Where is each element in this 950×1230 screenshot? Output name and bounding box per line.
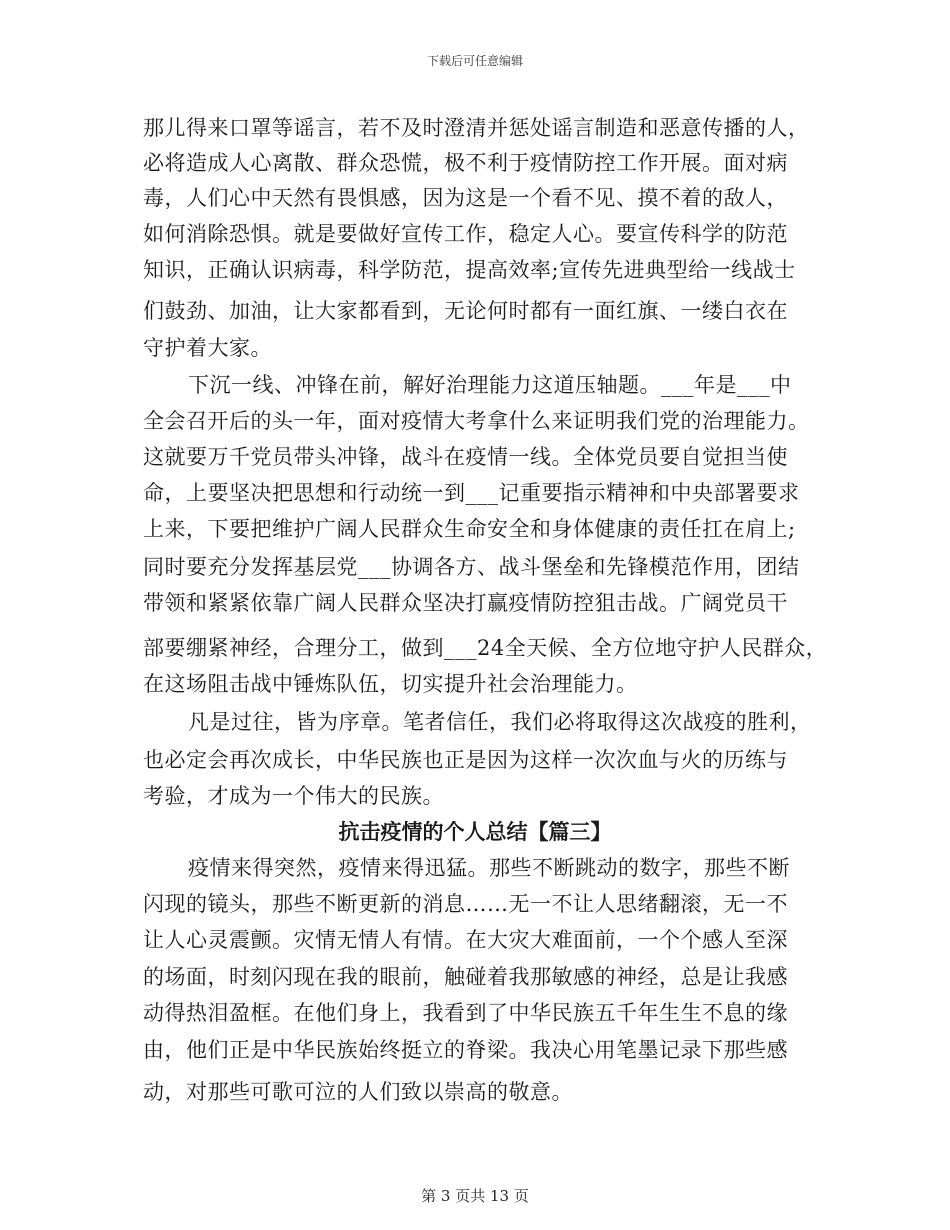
text-line: 在这场阻击战中锤炼队伍，切实提升社会治理能力。	[143, 672, 638, 696]
text-line: 带领和紧紧依靠广阔人民群众坚决打赢疫情防控狙击战。广阔党员干	[143, 591, 788, 615]
text-line: 守护着大家。	[143, 336, 272, 360]
text-line: 部要绷紧神经，合理分工，做到___24全天候、全方位地守护人民群众，	[143, 636, 828, 660]
text-line: 必将造成人心离散、群众恐慌，极不利于疫情防控工作开展。面对病	[143, 151, 788, 175]
text-line: 疫情来得突然，疫情来得迅猛。那些不断跳动的数字，那些不断	[188, 856, 790, 880]
text-line: 这就要万千党员带头冲锋，战斗在疫情一线。全体党员要自觉担当使	[143, 445, 788, 469]
text-line: 考验，才成为一个伟大的民族。	[143, 784, 444, 808]
text-line: 命，上要坚决把思想和行动统一到___记重要指示精神和中央部署要求	[143, 481, 800, 505]
page-header-note: 下载后可任意编辑	[426, 54, 523, 68]
text-line: 由，他们正是中华民族始终挺立的脊梁。我决心用笔墨记录下那些感	[143, 1038, 788, 1062]
section-title: 抗击疫情的个人总结【篇三】	[338, 819, 612, 844]
text-line: 动得热泪盈框。在他们身上，我看到了中华民族五千年生生不息的缘	[143, 1001, 788, 1025]
text-line: 上来，下要把维护广阔人民群众生命安全和身体健康的责任扛在肩上;	[143, 517, 796, 541]
text-line: 毒，人们心中天然有畏惧感，因为这是一个看不见、摸不着的敌人，	[143, 186, 788, 210]
text-line: 们鼓劲、加油，让大家都看到，无论何时都有一面红旗、一缕白衣在	[143, 299, 788, 323]
text-line: 下沉一线、冲锋在前，解好治理能力这道压轴题。___年是___中	[188, 373, 792, 397]
text-line: 如何消除恐惧。就是要做好宣传工作，稳定人心。要宣传科学的防范	[143, 222, 788, 246]
text-line: 让人心灵震颤。灾情无情人有情。在大灾大难面前，一个个感人至深	[143, 928, 788, 952]
text-line: 凡是过往，皆为序章。笔者信任，我们必将取得这次战疫的胜利，	[188, 710, 812, 734]
text-line: 闪现的镜头，那些不断更新的消息……无一不让人思绪翻滚，无一不	[143, 892, 788, 916]
text-line: 的场面，时刻闪现在我的眼前，触碰着我那敏感的神经，总是让我感	[143, 965, 788, 989]
text-line: 知识，正确认识病毒，科学防范，提高效率;宣传先进典型给一线战士	[143, 258, 796, 282]
page-number: 第 3 页共 13 页	[421, 1187, 529, 1205]
text-line: 全会召开后的头一年，面对疫情大考拿什么来证明我们党的治理能力。	[143, 409, 810, 433]
text-line: 同时要充分发挥基层党___协调各方、战斗堡垒和先锋模范作用，团结	[143, 555, 800, 579]
text-line: 动，对那些可歌可泣的人们致以崇高的敬意。	[143, 1080, 573, 1104]
text-line: 也必定会再次成长，中华民族也正是因为这样一次次血与火的历练与	[143, 748, 788, 772]
text-line: 那儿得来口罩等谣言，若不及时澄清并惩处谣言制造和恶意传播的人，	[143, 116, 810, 140]
